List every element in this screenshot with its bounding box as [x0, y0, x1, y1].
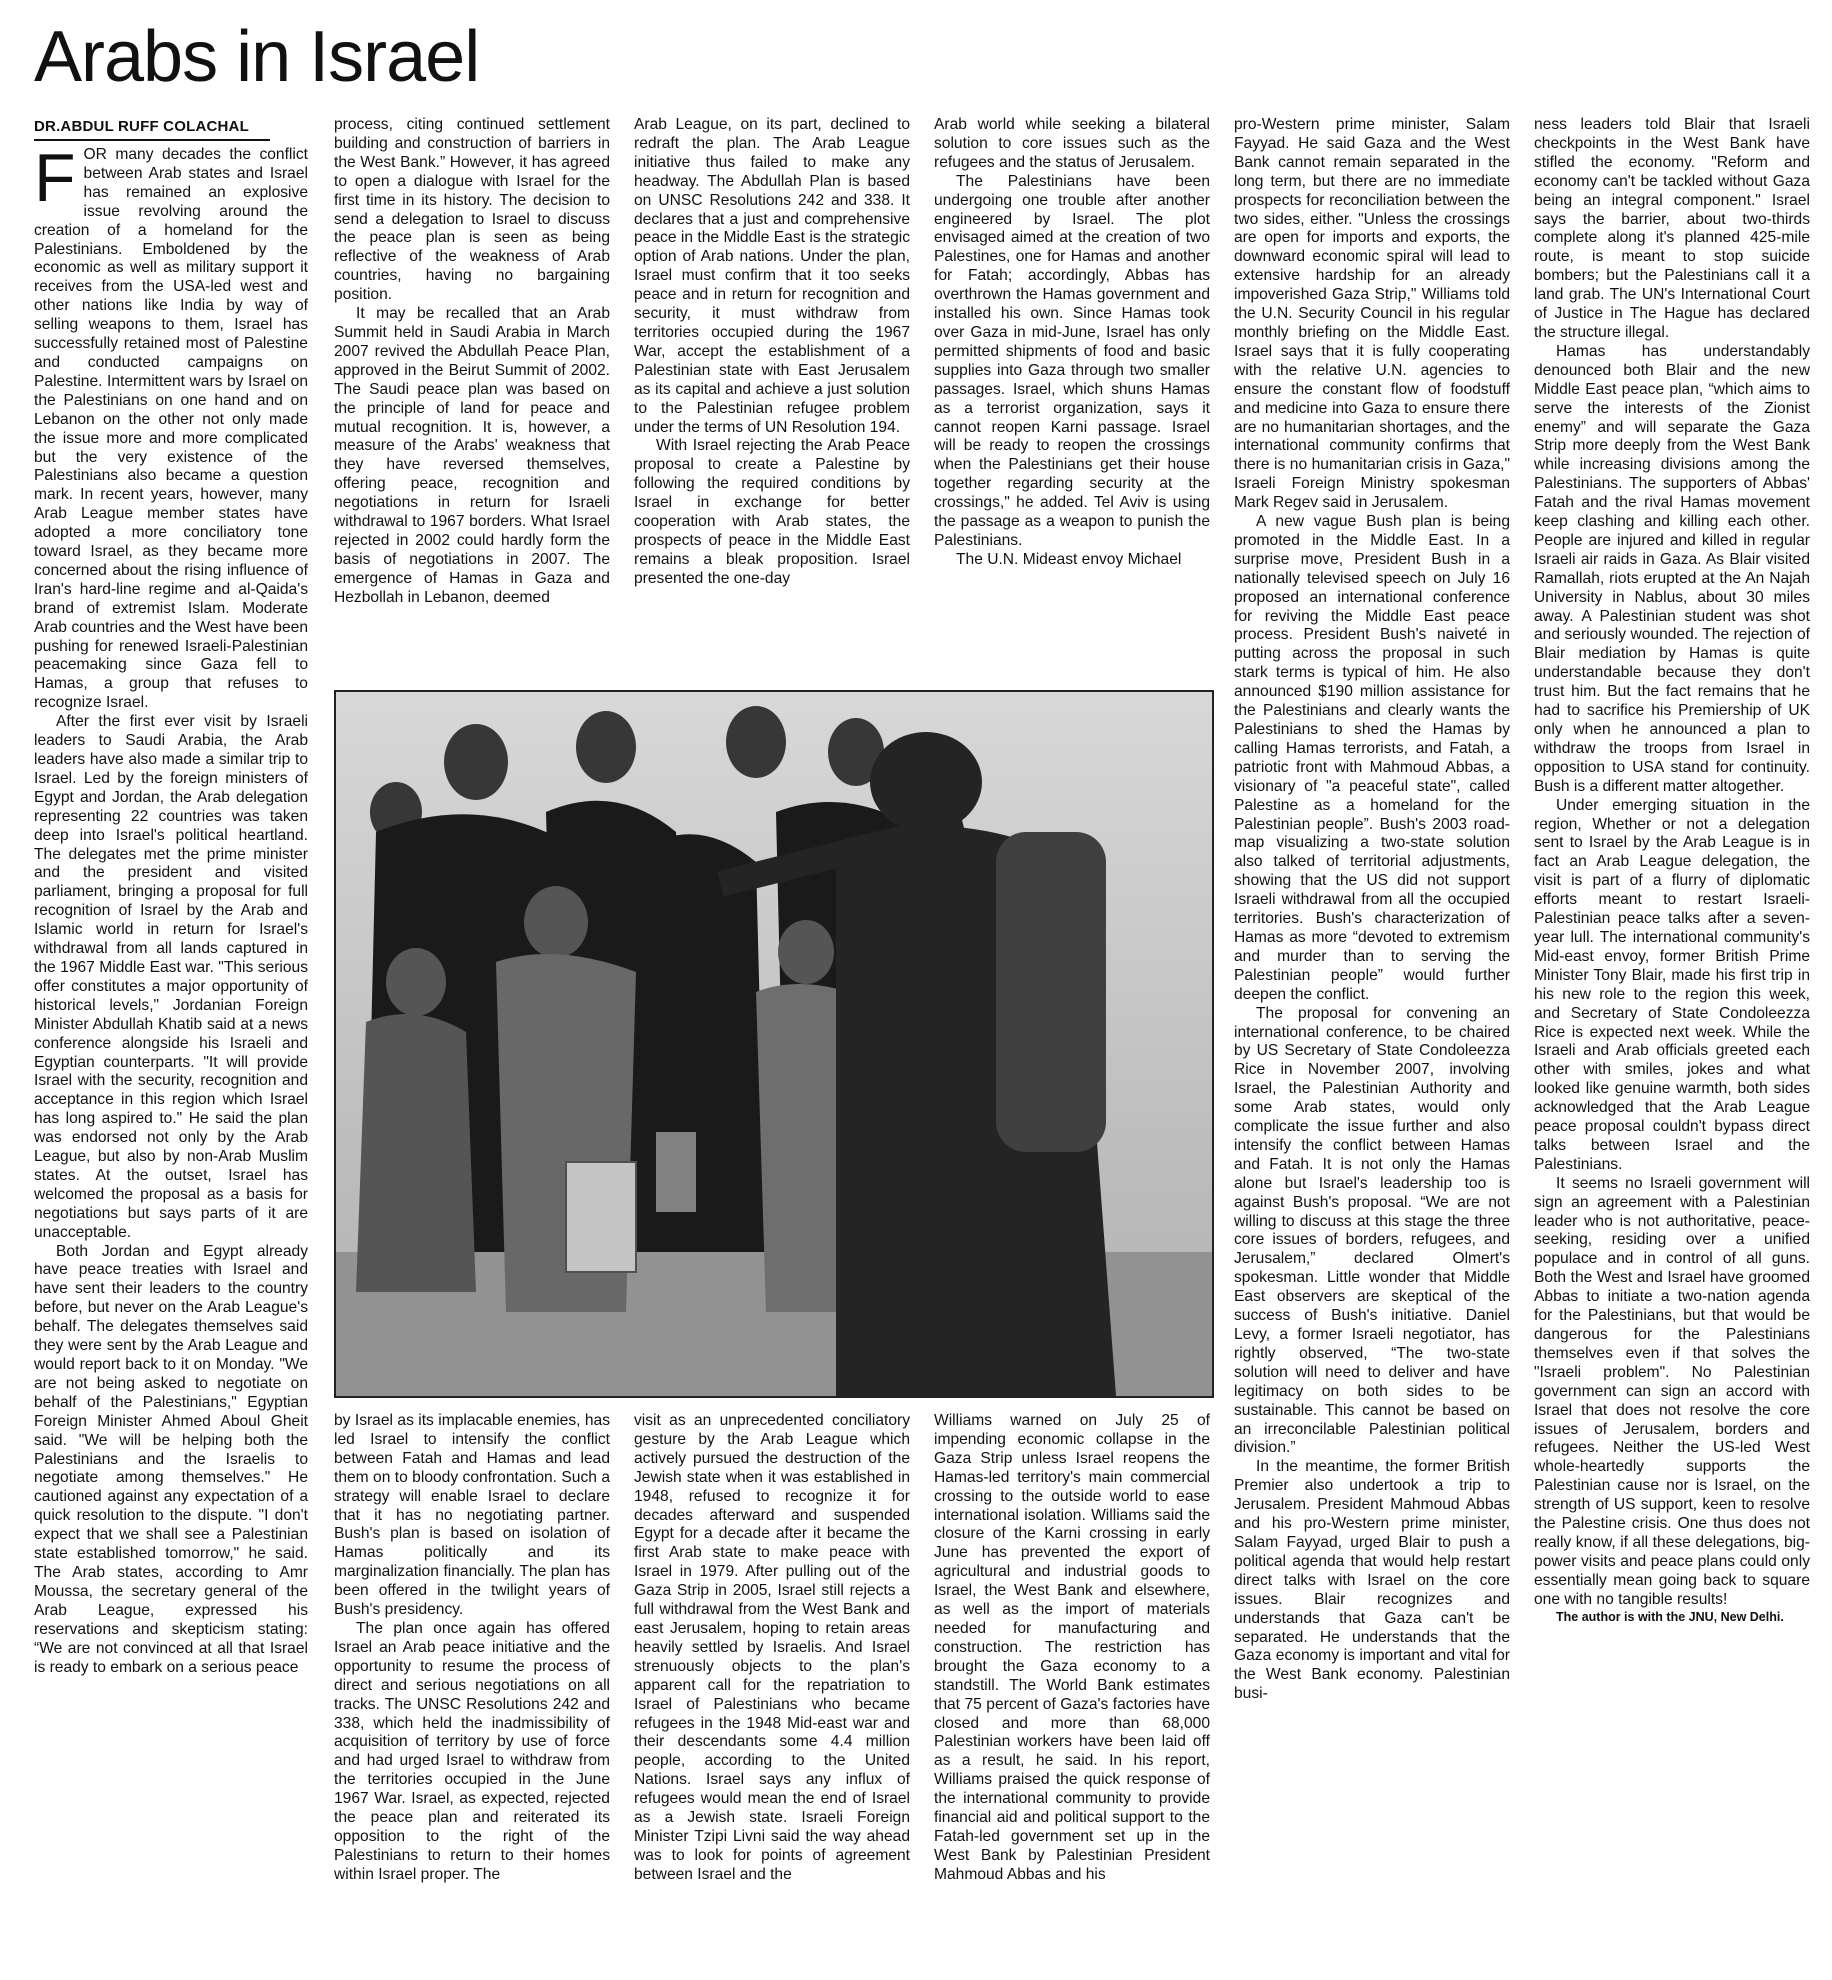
drop-cap: F — [34, 146, 76, 216]
paragraph: pro-Western prime minister, Salam Fayyad. He said Gaza and the West Bank cannot remain separated in the long term, but there are no immediate prospects for reconciliation between the two sides, either. "Unless the crossings are open for imports and exports, the downward economic spiral will lead to extensive hardship for an already impoverished Gaza Strip," Williams told the U.N. Security Council in his regular monthly briefing on the Middle East. Israel says that it is fully cooperating with the relative U.N. agencies to ensure the constant flow of foodstuff and medicine into Gaza to ensure there are no humanitarian shortages, and the international community confirms that there is no humanitarian crisis in Gaza," Israeli Foreign Ministry spokesman Mark Regev said in Jerusalem. — [1234, 116, 1510, 512]
column-3-bottom — [634, 1412, 910, 1972]
paragraph: A new vague Bush plan is being promoted in the Middle East. In a surprise move, President Bush in a nationally televised speech on July 16 proposed an international conference for reviving the Middle East peace process. President Bush's naiveté in putting across the proposal in such stark terms is typical of him. He also announced $190 million assistance for the Palestinians and clearly wants the Palestinians to shed the Hamas by calling Hamas terrorists, and Fatah, a patriotic front with Mahmoud Abbas, a visionary of "a peaceful state", called Palestine as a homeland for the Palestinian people”. Bush's 2003 road-map visualizing a two-state solution also talked of territorial adjustments, showing that the US did not support Israeli withdrawal from all the occupied territories. Bush's characterization of Hamas as more “devoted to extremism and murder than to serving the Palestinian people” would further deepen the conflict. — [1234, 513, 1510, 1003]
column-6 — [1534, 116, 1810, 1972]
paragraph: Arab League, on its part, declined to redraft the plan. The Arab League initiative thus failed to make any headway. The Abdullah Plan is based on UNSC Resolutions 242 and 338. It declares that a just and comprehensive peace in the Middle East is the strategic option of Arab nations. Under the plan, Israel must confirm that it too seeks peace and in return for recognition and security, it must withdraw from territories occupied during the 1967 War, accept the establishment of a Palestinian state with East Jerusalem as its capital and achieve a just solution to the Palestinian refugee problem under the terms of UN Resolution 194. — [634, 116, 910, 436]
news-photo — [334, 690, 1214, 1398]
paragraph: FOR many decades the conflict between Arab states and Israel has remained an explosive issue revolving around the creation of a homeland for the Palestinians. Emboldened by the economic as well as military support it receives from the USA-led west and other nations like India by way of selling weapons to them, Israel has successfully retained most of Palestine and conducted campaigns on Palestine. Intermittent wars by Israel on the Palestinians on one hand and on Lebanon on the other not only made the issue more and more complicated but the very existence of the Palestinians also became a question mark. In recent years, however, many Arab League member states have adopted a more conciliatory tone toward Israel, as they became more concerned about the rising influence of Iran's hard-line regime and al-Qaida's brand of extremist Islam. Moderate Arab countries and the West have been pushing for renewed Israeli-Palestinian peacemaking since Gaza fell to Hamas, a group that refuses to recognize Israel. — [34, 146, 308, 712]
crowd-and-soldier-photo — [336, 692, 1212, 1396]
paragraph: process, citing continued settlement building and construction of barriers in the West Bank.” However, it has agreed to open a dialogue with Israel for the first time in its history. The decision to send a delegation to Israel to discuss the peace plan is seen as being reflective of the weakness of Arab countries, having no bargaining position. — [334, 116, 610, 304]
paragraph: ness leaders told Blair that Israeli checkpoints in the West Bank have stifled the economy. "Reform and economy can't be tackled without Gaza being an integral component." Israel says the barrier, about two-thirds complete along it's planned 425-mile route, is meant to stop suicide bombers; but the Palestinians call it a land grab. The UN's International Court of Justice in The Hague has declared the structure illegal. — [1534, 116, 1810, 341]
column-4-top — [934, 116, 1210, 662]
paragraph: The plan once again has offered Israel an Arab peace initiative and the opportunity to resume the process of direct and serious negotiations on all tracks. The UNSC Resolutions 242 and 338, which held the inadmissibility of acquisition of territory by use of force and had urged Israel to withdraw from the territories occupied in the June 1967 War. Israel, as expected, rejected the peace plan and reiterated its opposition to the right of the Palestinians to return to their homes within Israel proper. The — [334, 1619, 610, 1883]
column-2-bottom — [334, 1412, 610, 1972]
paragraph: visit as an unprecedented conciliatory gesture by the Arab League which actively pursued the destruction of the Jewish state when it was established in 1948, refused to recognize it for decades afterward and suspended Egypt for a decade after it became the first Arab state to make peace with Israel in 1979. After pulling out of the Gaza Strip in 2005, Israel still rejects a full withdrawal from the West Bank and east Jerusalem, hoping to retain areas heavily settled by Israelis. And Israel strenuously objects to the plan's apparent call for the repatriation to Israel of Palestinians who became refugees in the 1948 Mid-east war and their descendants some 4.4 million people, according to the United Nations. Israel says any influx of refugees would mean the end of Israel as a Jewish state. Israeli Foreign Minister Tzipi Livni said the way ahead was to look for points of agreement between Israel and the — [634, 1412, 910, 1883]
column-1 — [34, 146, 308, 1972]
paragraph: The Palestinians have been undergoing one trouble after another engineered by Israel. The plot envisaged aimed at the creation of two Palestines, one for Hamas and another for Fatah; accordingly, Abbas has overthrown the Hamas government and installed his own. Since Hamas took over Gaza in mid-June, Israel has only permitted shipments of food and basic supplies into Gaza through two smaller passages. Israel, which shuns Hamas as a terrorist organization, says it cannot reopen Karni passage. Israel will be ready to reopen the crossings when the Palestinians get their house together regarding security at the crossings," he added. Tel Aviv is using the passage as a weapon to punish the Palestinians. — [934, 172, 1210, 549]
column-5 — [1234, 116, 1510, 1972]
column-2-top — [334, 116, 610, 662]
paragraph: by Israel as its implacable enemies, has led Israel to intensify the conflict between Fatah and Hamas and lead them on to bloody confrontation. Such a strategy will enable Israel to declare that it has no negotiating partner. Bush's plan is based on isolation of Hamas politically and its marginalization financially. The plan has been offered in the twilight years of Bush's presidency. — [334, 1412, 610, 1619]
paragraph: It may be recalled that an Arab Summit held in Saudi Arabia in March 2007 revived the Abdullah Peace Plan, approved in the Beirut Summit of 2002. The Saudi peace plan was based on the principle of land for peace and mutual recognition. It is, however, a measure of the Arabs' weakness that they have reversed themselves, offering peace, recognition and negotiations in return for Israeli withdrawal to 1967 borders. What Israel rejected in 2002 could hardly form the basis of negotiations in 2007. The emergence of Hamas in Gaza and Hezbollah in Lebanon, deemed — [334, 305, 610, 606]
paragraph: With Israel rejecting the Arab Peace proposal to create a Palestine by following the required conditions by Israel in exchange for better cooperation with Arab states, the prospects of peace in the Middle East remains a bleak proposition. Israel presented the one-day — [634, 437, 910, 587]
paragraph: It seems no Israeli government will sign an agreement with a Palestinian leader who is not authoritative, peace-seeking, residing over a unified populace and in control of all guns. Both the West and Israel have groomed Abbas to initiate a two-nation agenda for the Palestinians, but that would be dangerous for the Palestinians themselves even if that solves the "Israeli problem". No Palestinian government can sign an accord with Israel that does not resolve the core issues of Jerusalem, borders and refugees. Neither the US-led West whole-heartedly supports the Palestinian cause nor is Israel, on the strength of US support, keen to resolve the Palestine crisis. One thus does not really know, if all these delegations, big-power visits and peace plans could only essentially mean going back to square one with no tangible results! — [1534, 1174, 1810, 1608]
paragraph: Williams warned on July 25 of impending economic collapse in the Gaza Strip unless Israel reopens the Hamas-led territory's main commercial crossing to the outside world to ease international isolation. Williams said the closure of the Karni crossing in early June has prevented the export of agricultural and industrial goods to Israel, the West Bank and elsewhere, as well as the import of materials needed for manufacturing and construction. The restriction has brought the Gaza economy to a standstill. The World Bank estimates that 75 percent of Gaza's factories have closed and more than 68,000 Palestinian workers have been laid off as a result, he said. In his report, Williams praised the quick response of the international community to provide financial aid and political support to the Fatah-led government set up in the West Bank by Palestinian President Mahmoud Abbas and his — [934, 1412, 1210, 1883]
byline: DR.ABDUL RUFF COLACHAL — [34, 118, 270, 141]
paragraph: After the first ever visit by Israeli leaders to Saudi Arabia, the Arab leaders have also made a similar trip to Israel. Led by the foreign ministers of Egypt and Jordan, the Arab delegation representing 22 countries was taken deep into Israel's political heartland. The delegates met the prime minister and the president and visited parliament, bringing a proposal for full recognition of Israel by the Arab and Islamic world in return for Israel's withdrawal from all lands captured in the 1967 Middle East war. "This serious offer constitutes a major opportunity of historical levels," Jordanian Foreign Minister Abdullah Khatib said at a news conference alongside his Israeli and Egyptian counterparts. "It will provide Israel with the security, recognition and acceptance in this region which Israel has long aspired to." He said the plan was endorsed not only by the Arab League, but also by non-Arab Muslim states. At the outset, Israel has welcomed the proposal as a basis for negotiations but says parts of it are unacceptable. — [34, 713, 308, 1241]
headline: Arabs in Israel — [34, 17, 480, 97]
column-4-bottom — [934, 1412, 1210, 1972]
paragraph: Arab world while seeking a bilateral solution to core issues such as the refugees and the status of Jerusalem. — [934, 116, 1210, 171]
paragraph: The proposal for convening an international conference, to be chaired by US Secretary of State Condoleezza Rice in November 2007, involving Israel, the Palestinian Authority and some Arab states, would only complicate the issue further and also intensify the conflict between Hamas and Fatah. It is not only the Hamas alone but Israel's leadership too is against Bush's proposal. “We are not willing to discuss at this stage the three core issues of borders, refugees, and Jerusalem,” declared Olmert's spokesman. Little wonder that Middle East observers are skeptical of the success of Bush's initiative. Daniel Levy, a former Israeli negotiator, has rightly observed, “The two-state solution will need to deliver and have legitimacy on both sides to be sustainable. This cannot be based on an irreconcilable Palestinian political division.” — [1234, 1004, 1510, 1457]
paragraph: Both Jordan and Egypt already have peace treaties with Israel and have sent their leaders to the country before, but never on the Arab League's behalf. The delegates themselves said they were sent by the Arab League and would report back to it on Monday. "We are not being asked to negotiate on behalf of the Palestinians," Egyptian Foreign Minister Ahmed Aboul Gheit said. "We will be helping both the Palestinians and the Israelis to negotiate among themselves." He cautioned against any expectation of a quick resolution to the dispute. "I don't expect that we shall see a Palestinian state established tomorrow," he said. The Arab states, according to Amr Moussa, the secretary general of the Arab League, expressed his reservations and skepticism stating: “We are not convinced at all that Israel is ready to embark on a serious peace — [34, 1242, 308, 1676]
author-note: The author is with the JNU, New Delhi. — [1556, 1609, 1784, 1624]
paragraph: Under emerging situation in the region, Whether or not a delegation sent to Israel by the Arab League is in fact an Arab League delegation, the visit is part of a flurry of diplomatic efforts meant to restart Israeli-Palestinian peace talks after a seven-year lull. The international community's Mid-east envoy, former British Prime Minister Tony Blair, made his first trip in his new role to the region this week, and Secretary of State Condoleezza Rice is expected next week. While the Israeli and Arab officials greeted each other with smiles, jokes and what looked like genuine warmth, both sides acknowledged that the Arab League peace proposal couldn't bypass direct talks between Israel and the Palestinians. — [1534, 796, 1810, 1173]
paragraph: In the meantime, the former British Premier also undertook a trip to Jerusalem. President Mahmoud Abbas and his pro-Western prime minister, Salam Fayyad, urged Blair to push a political agenda that would help restart direct talks with Israel on the core issues. Blair recognizes and understands that Gaza can't be separated. He understands that the Gaza economy is important and vital for the West Bank economy. Palestinian busi- — [1234, 1458, 1510, 1703]
paragraph: Hamas has understandably denounced both Blair and the new Middle East peace plan, “which aims to serve the interests of the Zionist enemy” and will separate the Gaza Strip more deeply from the West Bank while increasing divisions among the Palestinians. The supporters of Abbas' Fatah and the rival Hamas movement keep clashing and killing each other. People are injured and killed in regular Israeli air raids in Gaza. As Blair visited Ramallah, riots erupted at the An Najah University in Nablus, about 30 miles away. A Palestinian student was shot and seriously wounded. The rejection of Blair mediation by Hamas is quite understandable because they don't trust him. But the fact remains that he had to sacrifice his Premiership of UK only when he announced a plan to withdraw the troops from Israel in opposition to USA stand for continuity. Bush is a different matter altogether. — [1534, 342, 1810, 795]
paragraph: The U.N. Mideast envoy Michael — [956, 550, 1182, 568]
column-3-top — [634, 116, 910, 662]
